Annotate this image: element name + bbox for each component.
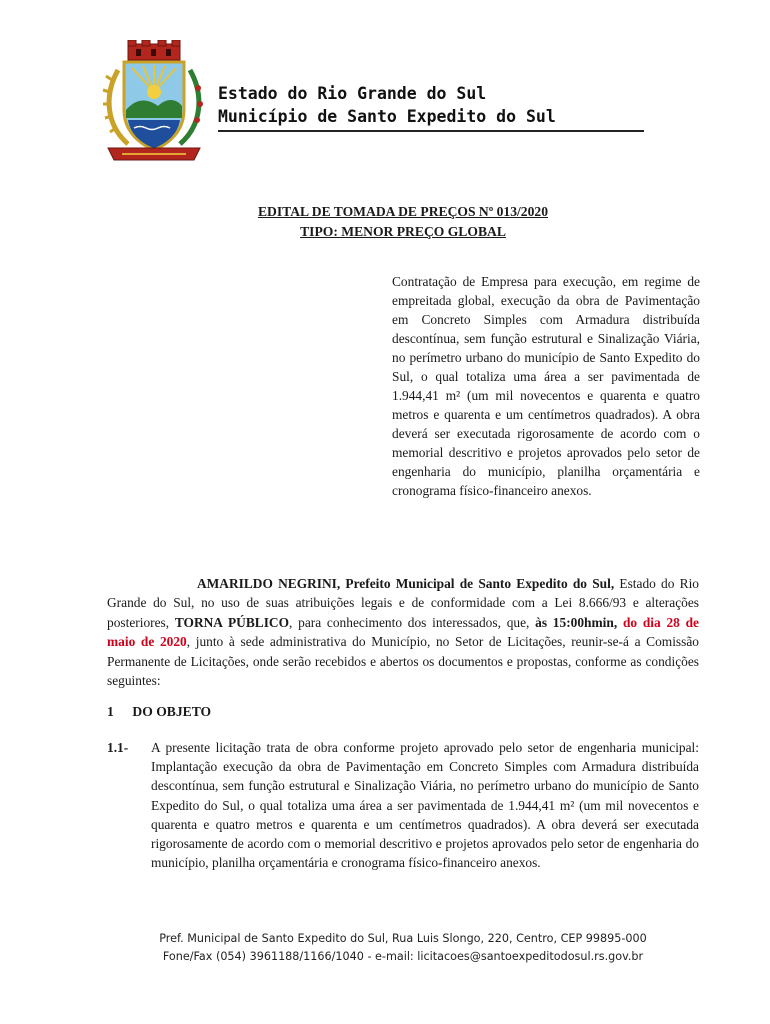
- edital-title: EDITAL DE TOMADA DE PREÇOS Nº 013/2020: [257, 204, 548, 219]
- object-summary: Contratação de Empresa para execução, em regime de empreitada global, execução da obra de Pavimentação em Concreto Simples com Armadura distribuída descontínua, sem função estrutural e Sinalização Viária, no perímetro urbano do município de Santo Expedito do Sul, o qual totaliza uma área a ser pavimentada de 1.944,41 m² (um mil novecentos e quarenta e quatro metros e quarenta e um centímetros quadrados). A obra deverá ser executada rigorosamente de acordo com o memorial descritivo e projetos aprovados pelo setor de engenharia do município, planilha orçamentária e cronograma físico-financeiro anexos.: [392, 274, 700, 498]
- intro-text-1: Estado do Rio Grande do Sul, no uso de suas atribuições legais e de conformidade com a Lei 8.666/93 e alterações posteriores,: [107, 576, 699, 630]
- header-divider: [218, 130, 644, 132]
- municipality-name: Município de Santo Expedito do Sul: [218, 107, 556, 126]
- intro-text-2: , para conhecimento dos interessados, que,: [289, 614, 536, 630]
- session-time: às 15:00hmin,: [535, 614, 618, 630]
- mural-crown-icon: [128, 40, 180, 60]
- intro-text-3: , junto à sede administrativa do Município, no Setor de Licitações, reunir-se-á a Comissão Permanente de Licitações, onde serão recebidos e abertos os documentos e propostas, conforme as condições seguintes:: [107, 634, 699, 689]
- section-title: DO OBJETO: [132, 704, 212, 719]
- document-title: [0, 202, 770, 242]
- clause-number: 1.1-: [107, 740, 129, 755]
- coat-of-arms-icon: [98, 40, 210, 162]
- edital-type: TIPO: MENOR PREÇO GLOBAL: [300, 224, 506, 239]
- footer-address: Pref. Municipal de Santo Expedito do Sul, Rua Luis Slongo, 220, Centro, CEP 99895-000: [159, 932, 647, 945]
- section-number: 1: [107, 704, 114, 719]
- clause-text: A presente licitação trata de obra conforme projeto aprovado pelo setor de engenharia municipal: Implantação execução da obra de Pavimentação em Concreto Simples com Armadura distribuída descontínua, sem função estrutural e Sinalização Viária, no perímetro urbano do município de Santo Expedito do Sul, o qual totaliza uma área a ser pavimentada de 1.944,41 m² (um mil novecentos e quarenta e quatro metros e quarenta e um centímetros quadrados). A obra deverá ser executada rigorosamente de acordo com o memorial descritivo e projetos aprovados pelo setor de engenharia do município, planilha orçamentária e cronograma físico-financeiro anexos.: [151, 740, 699, 871]
- mayor-name: AMARILDO NEGRINI, Prefeito Municipal de Santo Expedito do Sul,: [197, 576, 615, 591]
- torna-publico: TORNA PÚBLICO: [174, 614, 290, 630]
- section-heading: [107, 702, 211, 722]
- page-footer: [0, 930, 770, 966]
- letterhead: [218, 82, 556, 128]
- state-name: Estado do Rio Grande do Sul: [218, 84, 487, 103]
- session-date: do dia 28 de maio de 2020: [107, 614, 699, 650]
- intro-paragraph: [107, 574, 699, 690]
- footer-contact: Fone/Fax (054) 3961188/1166/1040 - e-mail: licitacoes@santoexpeditodosul.rs.gov.br: [162, 950, 644, 963]
